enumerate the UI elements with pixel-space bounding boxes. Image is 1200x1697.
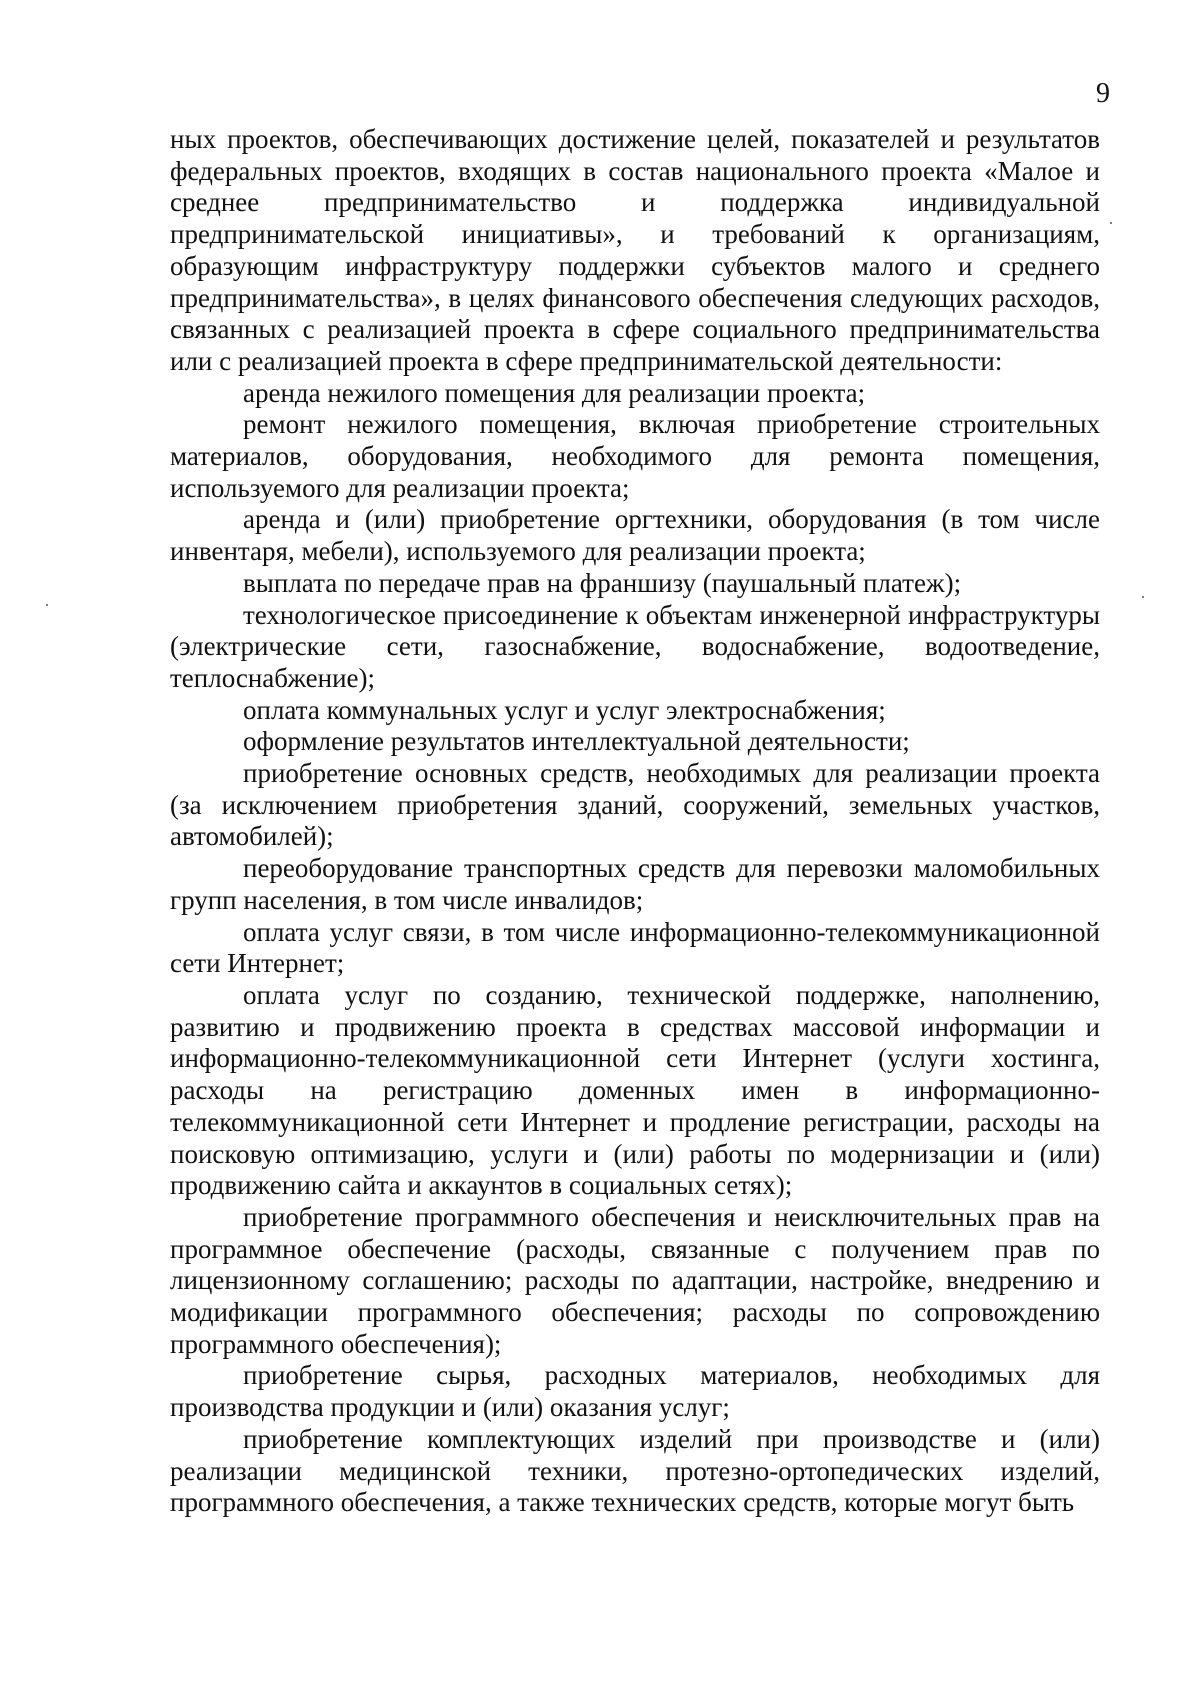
document-body (170, 124, 1100, 1519)
paragraph-transport: переоборудование транспортных средств для перевозки маломобильных групп населения, в том числе инвалидов; (170, 853, 1100, 915)
paragraph-fixed-assets: приобретение основных средств, необходимых для реализации проекта (за исключением приобретения зданий, сооружений, земельных участков, автомобилей); (170, 758, 1100, 852)
paragraph-equipment: аренда и (или) приобретение оргтехники, оборудования (в том числе инвентаря, мебели), используемого для реализации проекта; (170, 504, 1100, 567)
paragraph-rent: аренда нежилого помещения для реализации проекта; (243, 377, 866, 408)
paragraph-intellectual: оформление результатов интеллектуальной деятельности; (243, 726, 910, 757)
paragraph-materials: приобретение сырья, расходных материалов, необходимых для производства продукции и (или) оказания услуг; (170, 1360, 1100, 1423)
scan-speck-right (1142, 596, 1144, 598)
paragraph-franchise: выплата по передаче прав на франшизу (паушальный платеж); (243, 567, 962, 598)
paragraph-infrastructure: технологическое присоединение к объектам инженерной инфраструктуры (электрические сети, газоснабжение, водоснабжение, водоотведение, теплоснабжение); (170, 599, 1100, 693)
paragraph-communication: оплата услуг связи, в том числе информационно-телекоммуникационной сети Интернет; (170, 916, 1100, 979)
paragraph-utilities: оплата коммунальных услуг и услуг электроснабжения; (243, 694, 886, 725)
paragraph-software: приобретение программного обеспечения и неисключительных прав на программное обеспечение (расходы, связанные с получением прав по лицензионному соглашению; расходы по адаптации, настройке, внедрению и модификации программного обеспечения; расходы по сопровождению программного обеспечения); (170, 1201, 1100, 1359)
scan-speck-margin (1110, 222, 1112, 224)
paragraph-intro: ных проектов, обеспечивающих достижение целей, показателей и результатов федеральных проектов, входящих в состав национального проекта «Малое и среднее предпринимательство и поддержка индивидуальной предпринимательской инициативы», и требований к организациям, образующим инфраструктуру поддержки субъектов малого и среднего предпринимательства», в целях финансового обеспечения следующих расходов, связанных с реализацией проекта в сфере социального предпринимательства или с реализацией проекта в сфере предпринимательской деятельности: (170, 124, 1100, 376)
scan-speck-left (46, 604, 48, 606)
paragraph-repair: ремонт нежилого помещения, включая приобретение строительных материалов, оборудования, необходимого для ремонта помещения, используемого для реализации проекта; (170, 409, 1100, 503)
paragraph-components: приобретение комплектующих изделий при производстве и (или) реализации медицинской техники, протезно-ортопедических изделий, программного обеспечения, а также технических средств, которые могут быть (170, 1423, 1100, 1518)
page-number: 9 (1096, 78, 1110, 109)
paragraph-media: оплата услуг по созданию, технической поддержке, наполнению, развитию и продвижению проекта в средствах массовой информации и информационно-телекоммуникационной сети Интернет (услуги хостинга, расходы на регистрацию доменных имен в информационно-телекоммуникационной сети Интернет и продление регистрации, расходы на поисковую оптимизацию, услуги и (или) работы по модернизации и (или) продвижению сайта и аккаунтов в социальных сетях); (170, 979, 1100, 1201)
